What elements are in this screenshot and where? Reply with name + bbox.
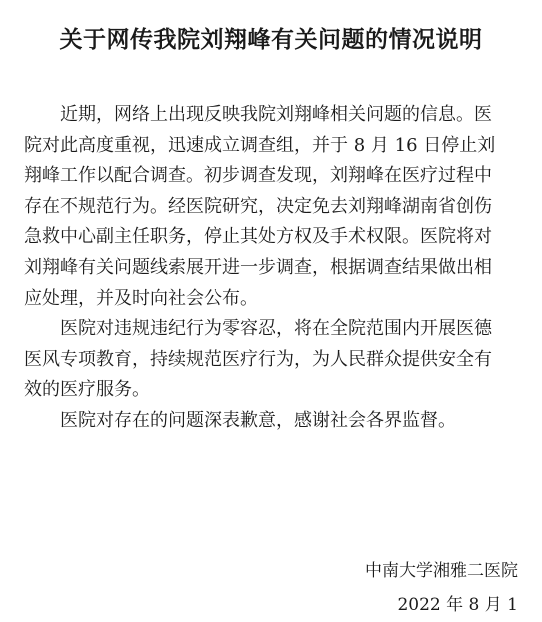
paragraph-line: 医风专项教育，持续规范医疗行为，为人民群众提供安全有: [24, 348, 492, 370]
paragraph-3: [24, 406, 520, 437]
document-title: 关于网传我院刘翔峰有关问题的情况说明: [59, 27, 483, 53]
paragraph-line: 医院对违规违纪行为零容忍，将在全院范围内开展医德: [60, 318, 492, 340]
paragraph-line: 应处理，并及时向社会公布。: [24, 287, 258, 309]
signature-date: 2022 年 8 月 1: [397, 595, 518, 615]
document-body: [24, 100, 520, 437]
paragraph-line: 存在不规范行为。经医院研究，决定免去刘翔峰湖南省创伤: [24, 195, 492, 217]
paragraph-line: 刘翔峰有关问题线索展开进一步调查，根据调查结果做出相: [24, 256, 492, 278]
paragraph-line: 效的医疗服务。: [24, 379, 150, 401]
paragraph-line: 翔峰工作以配合调查。初步调查发现，刘翔峰在医疗过程中: [24, 165, 492, 187]
paragraph-line: 医院对存在的问题深表歉意，感谢社会各界监督。: [60, 409, 456, 431]
signature-organization: 中南大学湘雅二医院: [365, 561, 518, 581]
paragraph-line: 急救中心副主任职务，停止其处方权及手术权限。医院将对: [24, 226, 492, 248]
paragraph-line: 院对此高度重视，迅速成立调查组，并于 8 月 16 日停止刘: [24, 134, 496, 156]
paragraph-line: 近期，网络上出现反映我院刘翔峰相关问题的信息。医: [60, 104, 492, 125]
paragraph-1: [24, 100, 520, 314]
paragraph-2: [24, 314, 520, 406]
